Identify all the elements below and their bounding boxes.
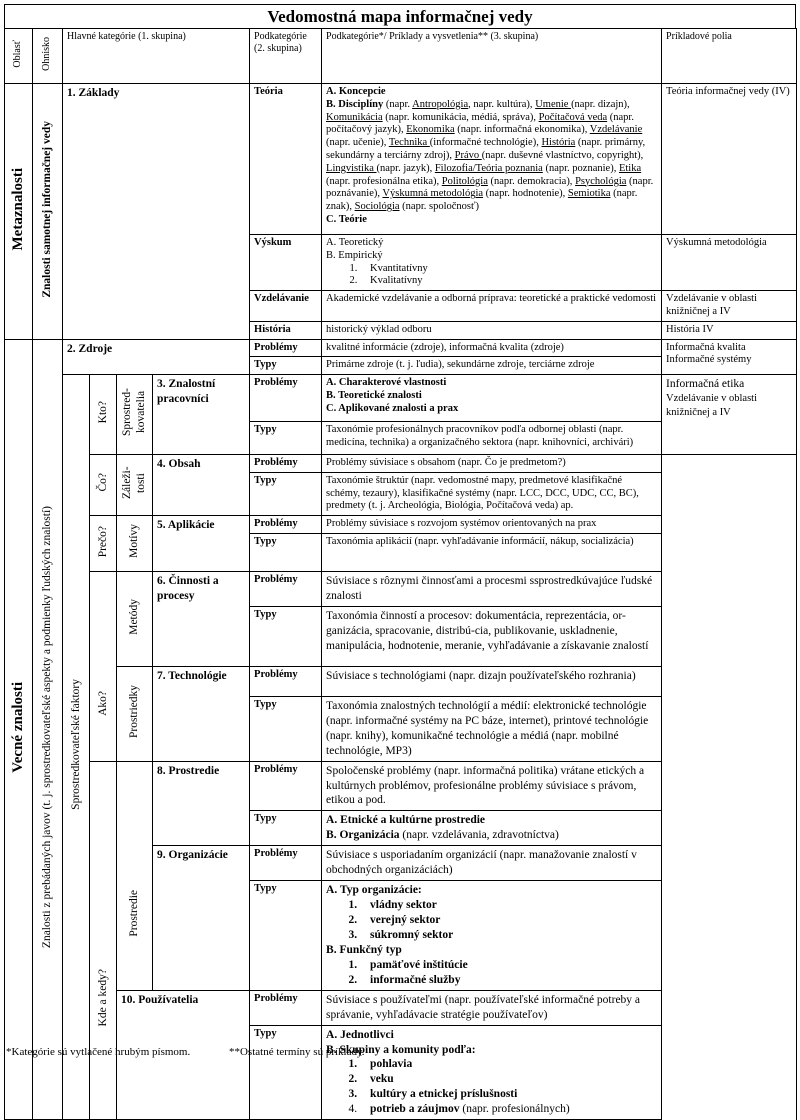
discipline-example: (napr. spoločnosť) bbox=[399, 201, 479, 213]
discipline-name: História bbox=[541, 137, 576, 149]
historia-content: historický výklad odboru bbox=[322, 321, 662, 339]
discipline-name: Počítačová veda bbox=[538, 111, 608, 123]
discipline-name: Antropológia bbox=[412, 98, 469, 110]
discipline-name: Psychológia bbox=[575, 175, 627, 187]
label-zdroje-problemy: Problémy bbox=[250, 339, 322, 357]
discipline-example: (napr. komunikácia, médiá, správa), bbox=[382, 111, 539, 123]
discipline-name: Umenie bbox=[535, 98, 572, 110]
category-organizacie: 9. Organizácie bbox=[153, 846, 250, 990]
vyskum-content: A. Teoretický B. Empirický 1. Kvantitatívny 2. Kvalitatívny bbox=[322, 235, 662, 291]
label-aplikacie-problemy: Problémy bbox=[250, 516, 322, 534]
discipline-name: Politológia bbox=[441, 175, 488, 187]
question-kto: Kto? bbox=[90, 375, 117, 455]
ohnisko-meta: Znalosti samotnej informačnej vedy bbox=[33, 84, 63, 340]
discipline-name: Technika bbox=[388, 137, 430, 149]
label-cinnosti-problemy: Problémy bbox=[250, 571, 322, 606]
label-pracovnici-problemy: Problémy bbox=[250, 375, 322, 422]
question-kde: Kde a kedy? bbox=[90, 761, 117, 1120]
discipline-example: (napr. hodnotenie), bbox=[483, 188, 568, 200]
footnote-categories: *Kategórie sú vytlačené hrubým písmom. bbox=[6, 1046, 191, 1058]
label-technologie-typy: Typy bbox=[250, 696, 322, 761]
aspect-prostredie: Prostredie bbox=[117, 761, 153, 990]
header-podkategorie: Podkategórie (2. skupina) bbox=[250, 29, 322, 84]
obsah-typy: Taxonómie štruktúr (napr. vedomostné mapy, predmetové klasifikačné schémy, tezaury), klasifikačné systémy (napr. LCC, DCC, UDC, CC, BC), predmety (t. j. Archeológia, Biológia, Počítačová veda) ap. bbox=[322, 472, 662, 515]
discipline-example: (napr. informačná ekonomika), bbox=[454, 124, 590, 136]
discipline-example: (napr. duševné vlastníctvo, copyright), bbox=[481, 149, 644, 161]
discipline-name: Ekonomika bbox=[406, 124, 455, 136]
pouzivatelia-problemy: Súvisiace s používateľmi (napr. používateľské informačné potreby a správanie, vyhľadávacie stratégie používateľov) bbox=[322, 990, 662, 1025]
technologie-problemy: Súvisiace s technológiami (napr. dizajn používateľského rozhrania) bbox=[322, 666, 662, 696]
discipline-example: (napr. demokracia), bbox=[487, 175, 576, 187]
aspect-motivy: Motívy bbox=[117, 516, 153, 572]
teoria-content: A. Koncepcie B. Disciplíny (napr. Antropológia, napr. kultúra), Umenie (napr. dizajn), Komunikácia (napr. komunikácia, médiá, správa), Počítačová veda (napr. počítačový jazyk), Ekonomika (napr. informačná ekonomika), Vzdelávanie (napr. učenie), Technika (informačné technológie), História (napr. primárny, sekundárny a terciárny zdroj), Právo (napr. duševné vlastníctvo, copyright), Lingvistika (napr. jazyk), Filozofia/Teória poznania (napr. poznanie), Etika (napr. profesionálna etika), Politológia (napr. demokracia), Psychológia (napr. poznávanie), Výskumná metodológia (napr. hodnotenie), Semiotika (napr. znak), Sociológia (napr. spoločnosť) C. Teórie bbox=[322, 84, 662, 235]
field-pracovnici: Informačná etika Vzdelávanie v oblasti knižničnej a IV bbox=[662, 375, 797, 455]
label-obsah-typy: Typy bbox=[250, 472, 322, 515]
cinnosti-problemy: Súvisiace s rôznymi činnosťami a procesmi ssprostredkúvajúce ľudské znalosti bbox=[322, 571, 662, 606]
aplikacie-typy: Taxonómia aplikácií (napr. vyhľadávanie informácií, nákup, socializácia) bbox=[322, 533, 662, 571]
discipline-name: Filozofia/Teória poznania bbox=[434, 162, 543, 174]
header-oblast: Oblasť bbox=[5, 29, 33, 84]
discipline-example: (napr. poznávanie), bbox=[326, 175, 654, 200]
oblast-vecne: Vecné znalosti bbox=[5, 339, 33, 1120]
field-zdroje: Informačná kvalita Informačné systémy bbox=[662, 339, 797, 375]
label-organizacie-problemy: Problémy bbox=[250, 846, 322, 881]
aplikacie-problemy: Problémy súvisiace s rozvojom systémov orientovaných na prax bbox=[322, 516, 662, 534]
discipline-example: (napr. poznanie), bbox=[542, 162, 619, 174]
category-cinnosti: 6. Činnosti a procesy bbox=[153, 571, 250, 666]
category-zdroje: 2. Zdroje bbox=[63, 339, 250, 375]
field-vyskum: Výskumná metodológia bbox=[662, 235, 797, 291]
pracovnici-typy: Taxonómie profesionálnych pracovníkov podľa odbornej oblasti (napr. medicína, technika) a organizačného sektora (napr. knihovníci, archivári) bbox=[322, 421, 662, 454]
technologie-typy: Taxonómia znalostných technológií a médií: elektronické technológie (napr. informačné systémy na PC báze, internet), printové technológie (napr. knihy), komunikačné technológie a médiá (napr. mobilné technológie, MP3) bbox=[322, 696, 662, 761]
oblast-metaznalosti: Metaznalosti bbox=[5, 84, 33, 340]
discipline-name: Komunikácia bbox=[326, 111, 383, 123]
question-ako: Ako? bbox=[90, 571, 117, 761]
page-title: Vedomostná mapa informačnej vedy bbox=[4, 4, 796, 29]
organizacie-problemy: Súvisiace s usporiadaním organizácií (napr. manažovanie znalostí v obchodných organizáciách) bbox=[322, 846, 662, 881]
discipline-name: Semiotika bbox=[567, 188, 611, 200]
field-vzdelavanie: Vzdelávanie v oblasti knižničnej a IV bbox=[662, 291, 797, 322]
discipline-name: Právo bbox=[454, 149, 482, 161]
field-historia: História IV bbox=[662, 321, 797, 339]
label-organizacie-typy: Typy bbox=[250, 881, 322, 991]
zdroje-problemy: kvalitné informácie (zdroje), informačná kvalita (zdroje) bbox=[322, 339, 662, 357]
zdroje-typy: Primárne zdroje (t. j. ľudia), sekundárne zdroje, terciárne zdroje bbox=[322, 357, 662, 375]
label-vyskum: Výskum bbox=[250, 235, 322, 291]
label-zdroje-typy: Typy bbox=[250, 357, 322, 375]
discipline-example: (informačné technológie), bbox=[429, 137, 542, 149]
discipline-example: (napr. bbox=[383, 98, 413, 110]
aspect-metody: Metódy bbox=[117, 571, 153, 666]
header-ohnisko: Ohnisko bbox=[33, 29, 63, 84]
header-podkategorie-3: Podkategórie*/ Príklady a vysvetlenia** (3. skupina) bbox=[322, 29, 662, 84]
header-hlavne: Hlavné kategórie (1. skupina) bbox=[63, 29, 250, 84]
discipline-example: (napr. znak), bbox=[326, 188, 638, 213]
category-pracovnici: 3. Znalostní pracovníci bbox=[153, 375, 250, 455]
question-co: Čo? bbox=[90, 454, 117, 515]
footnote-examples: **Ostatné termíny sú príklady. bbox=[228, 1046, 365, 1058]
discipline-example: (napr. primárny, sekundárny a terciárny zdroj), bbox=[326, 137, 646, 161]
category-prostredie: 8. Prostredie bbox=[153, 761, 250, 846]
discipline-example: (napr. dizajn), bbox=[571, 98, 630, 110]
label-technologie-problemy: Problémy bbox=[250, 666, 322, 696]
question-preco: Prečo? bbox=[90, 516, 117, 572]
ohnisko-vecne: Znalosti z prebádaných javov (t. j. sprostredkovateľské aspekty a podmienky ľudských znalostí) bbox=[33, 339, 63, 1120]
organizacie-typy: A. Typ organizácie: 1. vládny sektor 2. verejný sektor 3. súkromný sektor B. Funkčný typ 1. pamäťové inštitúcie 2. informačné služby bbox=[322, 881, 662, 991]
aspect-zalezitosti: Záleži-tosti bbox=[117, 454, 153, 515]
label-prostredie-problemy: Problémy bbox=[250, 761, 322, 811]
field-empty-1 bbox=[662, 454, 797, 1119]
vzdelavanie-content: Akademické vzdelávanie a odborná príprava: teoretické a praktické vedomosti bbox=[322, 291, 662, 322]
discipline-name: Výskumná metodológia bbox=[382, 188, 484, 200]
pracovnici-problemy: A. Charakterové vlastnosti B. Teoretické znalosti C. Aplikované znalosti a prax bbox=[322, 375, 662, 422]
label-historia: História bbox=[250, 321, 322, 339]
label-vzdelavanie: Vzdelávanie bbox=[250, 291, 322, 322]
label-pouzivatelia-problemy: Problémy bbox=[250, 990, 322, 1025]
disciplines-list bbox=[326, 99, 653, 212]
aspect-sprostredkovatelia: Sprostred-kovatelia bbox=[117, 375, 153, 455]
label-pouzivatelia-typy: Typy bbox=[250, 1025, 322, 1120]
discipline-name: Sociológia bbox=[354, 201, 400, 213]
sprostredkovatelske-faktory: Sprostredkovateľské faktory bbox=[63, 375, 90, 1120]
discipline-example: (napr. jazyk), bbox=[376, 162, 435, 174]
label-obsah-problemy: Problémy bbox=[250, 454, 322, 472]
discipline-name: Etika bbox=[618, 162, 642, 174]
discipline-example: (napr. profesionálna etika), bbox=[326, 175, 442, 187]
knowledge-map-table bbox=[4, 28, 797, 1120]
label-pracovnici-typy: Typy bbox=[250, 421, 322, 454]
discipline-name: Vzdelávanie bbox=[589, 124, 643, 136]
footnotes bbox=[6, 1046, 796, 1059]
prostredie-typy: A. Etnické a kultúrne prostredie B. Organizácia (napr. vzdelávania, zdravotníctva) bbox=[322, 811, 662, 846]
pouzivatelia-typy: A. Jednotlivci B. Skupiny a komunity podľa: 1. pohlavia 2. veku 3. kultúry a etnickej príslušnosti 4. potrieb a záujmov (napr. profesionálnych) bbox=[322, 1025, 662, 1120]
discipline-example: (napr. učenie), bbox=[326, 137, 389, 149]
obsah-problemy: Problémy súvisiace s obsahom (napr. Čo je predmetom?) bbox=[322, 454, 662, 472]
discipline-example: , napr. kultúra), bbox=[468, 98, 536, 110]
label-prostredie-typy: Typy bbox=[250, 811, 322, 846]
header-polia: Príkladové polia bbox=[662, 29, 797, 84]
discipline-name: Lingvistika bbox=[326, 162, 377, 174]
discipline-example: (napr. počítačový jazyk), bbox=[326, 111, 634, 136]
label-aplikacie-typy: Typy bbox=[250, 533, 322, 571]
field-teoria: Teória informačnej vedy (IV) bbox=[662, 84, 797, 235]
category-pouzivatelia: 10. Používatelia bbox=[117, 990, 250, 1120]
category-technologie: 7. Technológie bbox=[153, 666, 250, 761]
aspect-prostriedky: Prostriedky bbox=[117, 666, 153, 761]
category-zaklady: 1. Základy bbox=[63, 84, 250, 340]
label-cinnosti-typy: Typy bbox=[250, 606, 322, 666]
category-aplikacie: 5. Aplikácie bbox=[153, 516, 250, 572]
cinnosti-typy: Taxonómia činností a procesov: dokumentácia, reprezentácia, or-ganizácia, spracovanie, distribú-cia, publikovanie, uskladnenie, manipulácia, hodnotenie, meranie, vyhľadávanie a získavanie znalostí bbox=[322, 606, 662, 666]
prostredie-problemy: Spoločenské problémy (napr. informačná politika) vrátane etických a kultúrnych problémov, profesionálne problémy súvisiace s právom, etikou a pod. bbox=[322, 761, 662, 811]
category-obsah: 4. Obsah bbox=[153, 454, 250, 515]
label-teoria: Teória bbox=[250, 84, 322, 235]
